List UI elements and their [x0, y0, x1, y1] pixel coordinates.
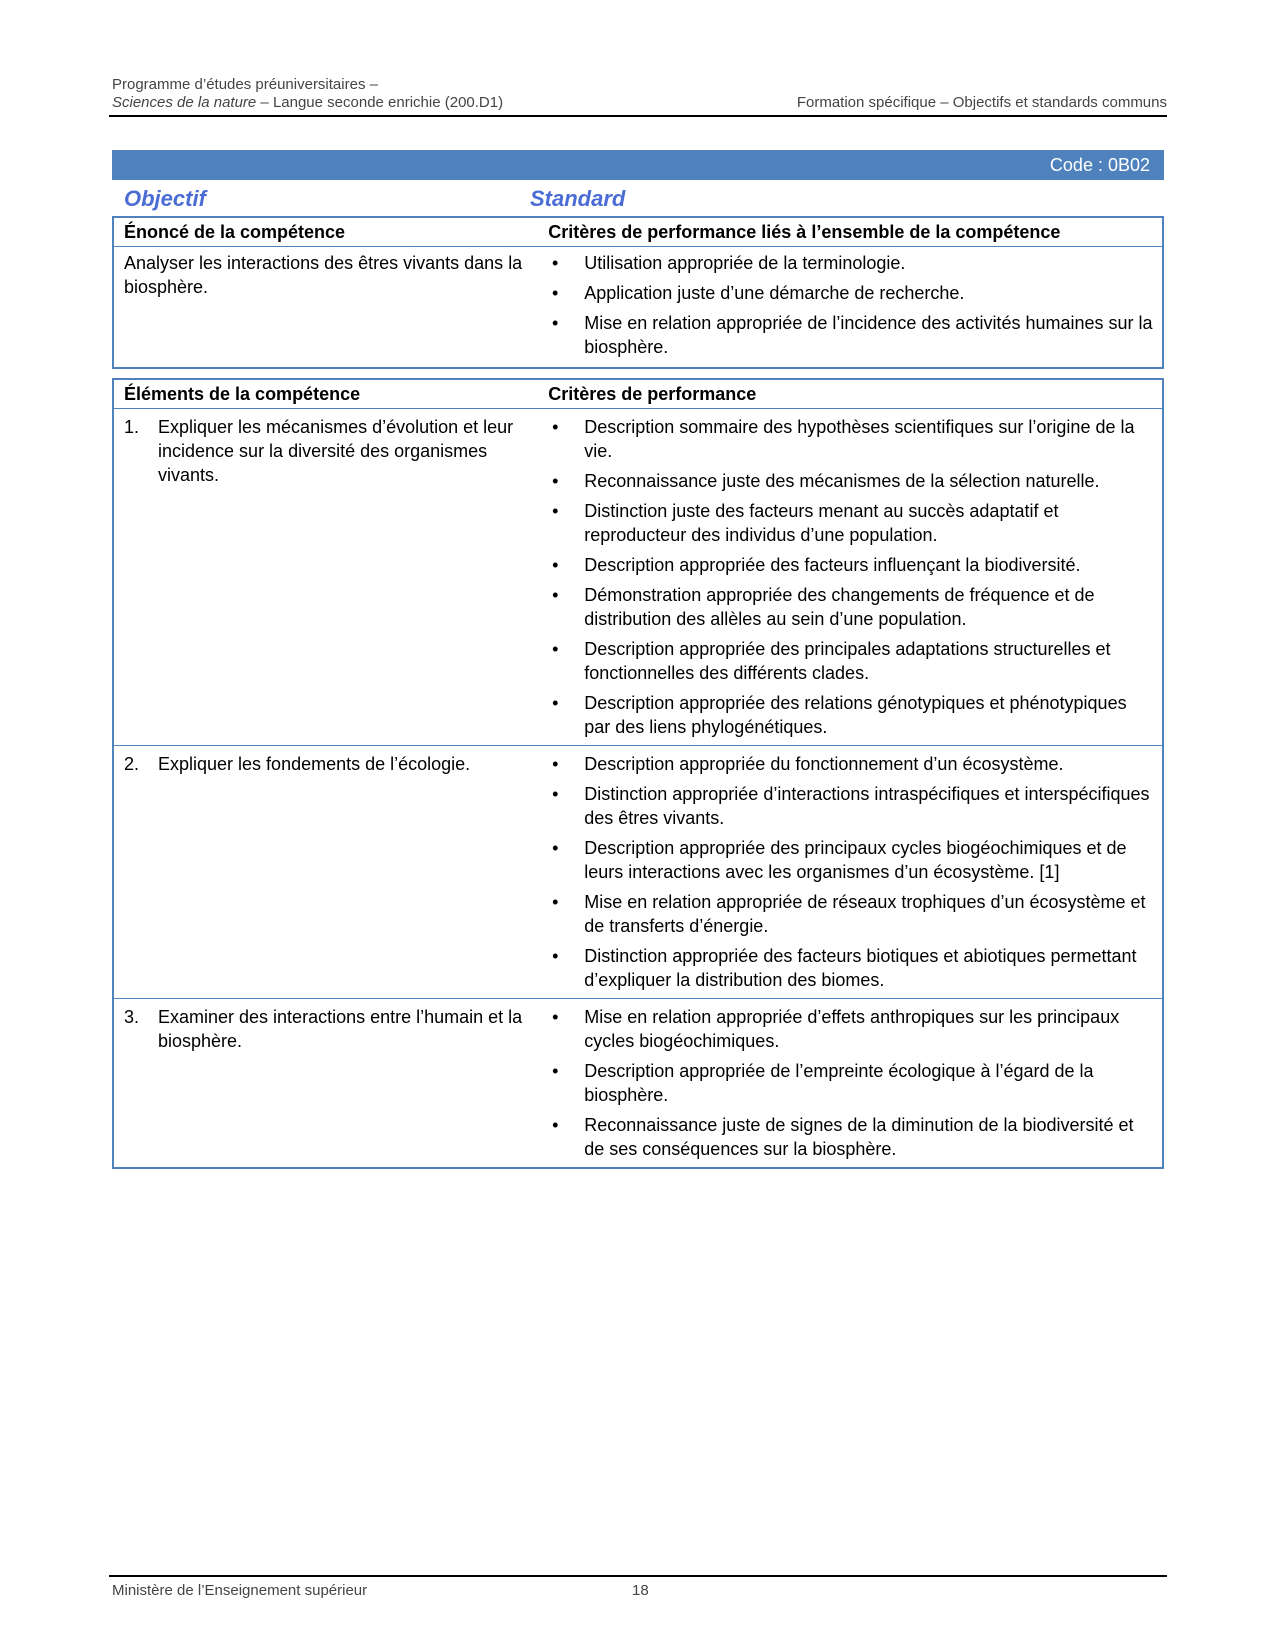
- bullet-icon: •: [552, 585, 559, 605]
- bullet-icon: •: [552, 1115, 559, 1135]
- criterion-text: Démonstration appropriée des changements de fréquence et de distribution des allèles au sein d’une population.: [584, 585, 1095, 629]
- criterion-text: Distinction appropriée d’interactions intraspécifiques et interspécifiques des êtres vivants.: [584, 784, 1150, 828]
- criterion-text: Description appropriée des principaux cycles biogéochimiques et de leurs interactions avec les organismes d’un écosystème. [1]: [584, 838, 1127, 882]
- list-item: [548, 890, 1154, 938]
- table-row: [113, 999, 1163, 1169]
- element-criteria-list: [548, 415, 1154, 739]
- element-criteria-cell: [538, 999, 1163, 1169]
- element-cell: [113, 409, 538, 746]
- header-right: Formation spécifique – Objectifs et standards communs: [796, 94, 1167, 111]
- list-item: [548, 251, 1154, 275]
- bullet-icon: •: [552, 283, 559, 303]
- bullet-icon: •: [552, 754, 559, 774]
- element-text: Examiner des interactions entre l’humain et la biosphère.: [158, 1007, 523, 1051]
- header-line1: Programme d’études préuniversitaires –: [112, 76, 378, 93]
- element-number: 1.: [124, 417, 140, 437]
- element-text: Expliquer les mécanismes d’évolution et leur incidence sur la diversité des organismes vivants.: [158, 417, 514, 485]
- objectif-heading: Objectif: [124, 186, 206, 211]
- criterion-text: Description sommaire des hypothèses scientifiques sur l’origine de la vie.: [584, 417, 1135, 461]
- standard-heading: Standard: [530, 186, 626, 211]
- list-item: [548, 311, 1154, 359]
- bullet-icon: •: [552, 253, 559, 273]
- element-cell: [113, 999, 538, 1169]
- bullet-icon: •: [552, 1007, 559, 1027]
- criterion-text: Application juste d’une démarche de recherche.: [584, 283, 965, 303]
- bullet-icon: •: [552, 838, 559, 858]
- criterion-text: Mise en relation appropriée d’effets anthropiques sur les principaux cycles biogéochimiques.: [584, 1007, 1120, 1051]
- list-item: [548, 281, 1154, 305]
- code-label: Code : 0B02: [1049, 155, 1150, 175]
- list-item: [548, 637, 1154, 685]
- competence-table: [112, 216, 1164, 369]
- bullet-icon: •: [552, 693, 559, 713]
- elements-header: Éléments de la compétence: [113, 379, 538, 409]
- list-item: [548, 944, 1154, 992]
- bullet-icon: •: [552, 471, 559, 491]
- bullet-icon: •: [552, 946, 559, 966]
- element-cell: [113, 746, 538, 999]
- element-number: 3.: [124, 1007, 140, 1027]
- competence-criteria-header: Critères de performance liés à l’ensemble de la compétence: [538, 217, 1163, 247]
- list-item: [548, 1005, 1154, 1053]
- list-item: [548, 782, 1154, 830]
- list-item: [548, 469, 1154, 493]
- header-rule: [109, 115, 1167, 117]
- list-item: [548, 499, 1154, 547]
- bullet-icon: •: [552, 555, 559, 575]
- element-criteria-list: [548, 752, 1154, 992]
- bullet-icon: •: [552, 417, 559, 437]
- criterion-text: Distinction juste des facteurs menant au succès adaptatif et reproducteur des individus d’une population.: [584, 501, 1059, 545]
- criterion-text: Description appropriée des principales adaptations structurelles et fonctionnelles des différents clades.: [584, 639, 1111, 683]
- element-criteria-cell: [538, 409, 1163, 746]
- bullet-icon: •: [552, 313, 559, 333]
- list-item: [548, 553, 1154, 577]
- list-item: [548, 836, 1154, 884]
- list-item: [548, 691, 1154, 739]
- page-footer: [112, 1582, 649, 1599]
- element-number: 2.: [124, 754, 140, 774]
- criterion-text: Description appropriée des relations génotypiques et phénotypiques par des liens phylogénétiques.: [584, 693, 1127, 737]
- criterion-text: Description appropriée de l’empreinte écologique à l’égard de la biosphère.: [584, 1061, 1094, 1105]
- list-item: [548, 1059, 1154, 1107]
- header-program: [112, 94, 503, 112]
- competence-statement: Analyser les interactions des êtres vivants dans la biosphère.: [124, 253, 523, 297]
- criterion-text: Description appropriée des facteurs influençant la biodiversité.: [584, 555, 1081, 575]
- page-number: 18: [632, 1582, 649, 1599]
- header-program-rest: – Langue seconde enrichie (200.D1): [256, 94, 504, 111]
- bullet-icon: •: [552, 639, 559, 659]
- bullet-icon: •: [552, 784, 559, 804]
- criterion-text: Mise en relation appropriée de l’incidence des activités humaines sur la biosphère.: [584, 313, 1153, 357]
- bullet-icon: •: [552, 501, 559, 521]
- competence-criteria: [538, 247, 1163, 369]
- criterion-text: Mise en relation appropriée de réseaux trophiques d’un écosystème et de transferts d’énergie.: [584, 892, 1146, 936]
- element-text: Expliquer les fondements de l’écologie.: [158, 754, 471, 774]
- bullet-icon: •: [552, 1061, 559, 1081]
- competence-criteria-list: [548, 251, 1154, 359]
- elements-table: [112, 378, 1164, 1169]
- criterion-text: Distinction appropriée des facteurs biotiques et abiotiques permettant d’expliquer la distribution des biomes.: [584, 946, 1137, 990]
- list-item: [548, 752, 1154, 776]
- footer-rule: [109, 1575, 1167, 1577]
- element-criteria-list: [548, 1005, 1154, 1161]
- footer-ministry: Ministère de l’Enseignement supérieur: [112, 1582, 368, 1599]
- header-program-title: Sciences de la nature: [112, 94, 257, 111]
- criterion-text: Utilisation appropriée de la terminologie.: [584, 253, 906, 273]
- competence-statement-header: Énoncé de la compétence: [113, 217, 538, 247]
- header-line2: [112, 94, 1167, 112]
- element-criteria-cell: [538, 746, 1163, 999]
- criterion-text: Description appropriée du fonctionnement d’un écosystème.: [584, 754, 1064, 774]
- code-bar: [112, 150, 1164, 180]
- list-item: [548, 583, 1154, 631]
- page-header: [112, 76, 1167, 112]
- table-row: [113, 409, 1163, 746]
- table-row: [113, 746, 1163, 999]
- criterion-text: Reconnaissance juste des mécanismes de la sélection naturelle.: [584, 471, 1100, 491]
- bullet-icon: •: [552, 892, 559, 912]
- elements-criteria-header: Critères de performance: [538, 379, 1163, 409]
- list-item: [548, 1113, 1154, 1161]
- criterion-text: Reconnaissance juste de signes de la diminution de la biodiversité et de ses conséquences sur la biosphère.: [584, 1115, 1134, 1159]
- list-item: [548, 415, 1154, 463]
